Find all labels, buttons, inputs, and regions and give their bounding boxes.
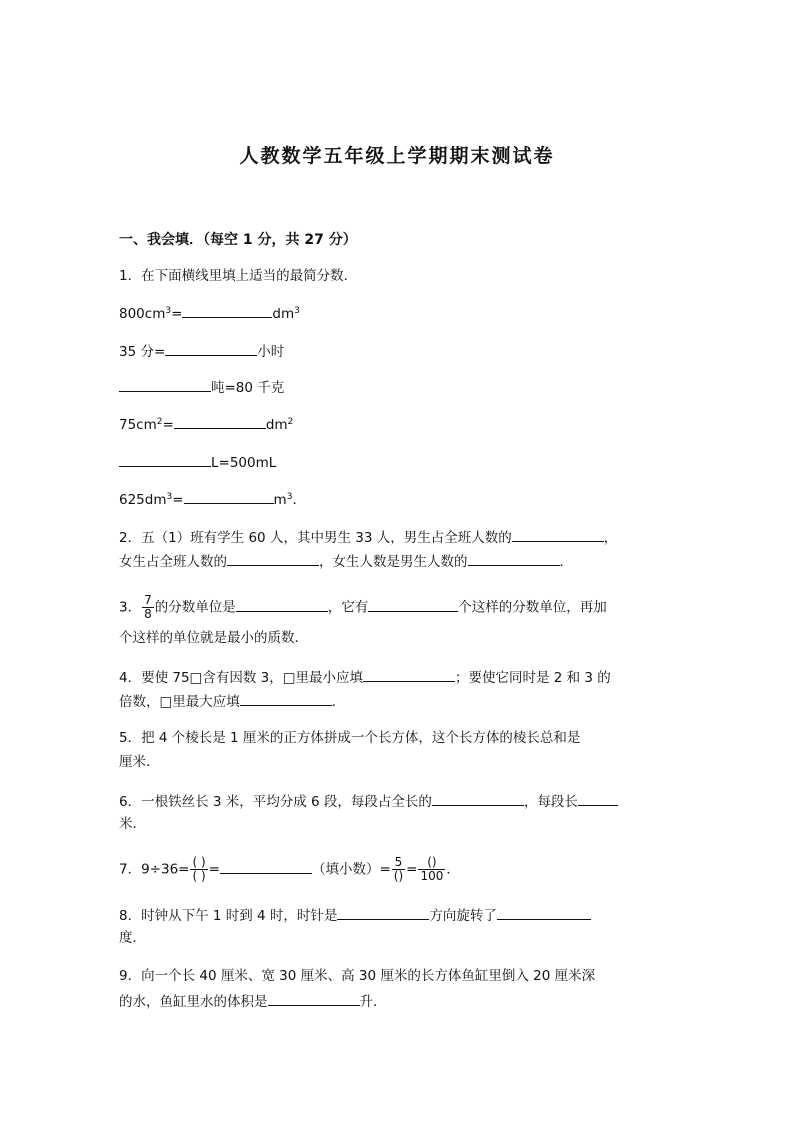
denominator-blank[interactable]: ( ) <box>192 869 206 883</box>
text: 吨=80 千克 <box>211 380 285 396</box>
fraction-five-over-blank <box>392 856 405 883</box>
question-5-line-1: 5．把 4 个棱长是 1 厘米的正方体拼成一个长方体，这个长方体的棱长总和是 <box>119 730 581 746</box>
text: dm <box>265 417 288 433</box>
text: ，它有 <box>327 599 369 616</box>
question-2-line-1 <box>119 526 617 548</box>
text: ． <box>446 861 460 878</box>
answer-blank[interactable] <box>227 550 319 566</box>
text: ． <box>559 554 573 570</box>
question-4-line-2 <box>119 690 345 712</box>
answer-blank[interactable] <box>220 858 312 874</box>
text: 升． <box>359 994 387 1010</box>
answer-blank[interactable] <box>184 488 274 504</box>
answer-blank[interactable] <box>368 596 458 612</box>
answer-blank[interactable] <box>497 904 591 920</box>
answer-blank[interactable] <box>468 550 560 566</box>
answer-blank[interactable] <box>165 340 257 356</box>
text: 小时 <box>257 344 285 360</box>
denominator-blank[interactable]: () <box>393 869 404 883</box>
question-1-line-6 <box>119 488 306 510</box>
text: 2．五（1）班有学生 60 人，其中男生 33 人，男生占全班人数的 <box>119 530 512 546</box>
answer-blank[interactable] <box>240 690 332 706</box>
section-heading: 一、我会填．（每空 1 分，共 27 分） <box>119 232 357 248</box>
answer-blank[interactable] <box>512 526 604 542</box>
answer-blank[interactable] <box>363 666 455 682</box>
text: 的分数单位是 <box>154 599 236 616</box>
text: ， <box>603 530 618 546</box>
superscript: 3 <box>165 306 172 316</box>
text: dm <box>272 306 295 322</box>
text: m <box>273 492 287 508</box>
text: ． <box>331 694 346 710</box>
answer-blank[interactable] <box>119 451 211 467</box>
text: 3． <box>119 599 142 616</box>
question-5-line-2: 厘米． <box>119 754 160 770</box>
superscript: 2 <box>156 417 163 427</box>
page-title: 人教数学五年级上学期期末测试卷 <box>239 145 555 167</box>
text: L=500mL <box>211 455 277 471</box>
numerator-blank[interactable]: () <box>418 856 445 870</box>
text: （填小数）= <box>311 861 391 878</box>
fraction-blank <box>190 856 207 883</box>
answer-blank[interactable] <box>432 790 524 806</box>
question-2-line-2 <box>119 550 573 572</box>
question-9-line-2 <box>119 990 387 1012</box>
text: 4．要使 75□含有因数 3，□里最小应填 <box>119 670 363 686</box>
question-6-line-2: 米． <box>119 816 146 832</box>
superscript: 2 <box>287 417 294 427</box>
question-3-line-1 <box>119 594 607 621</box>
answer-blank[interactable] <box>119 376 211 392</box>
text: 8．时钟从下午 1 时到 4 时，时针是 <box>119 908 338 924</box>
question-7-line <box>119 856 460 883</box>
text: ． <box>292 492 306 508</box>
fraction-seven-eighths <box>142 594 154 621</box>
question-8-line-2: 度． <box>119 930 146 946</box>
question-1-line-3 <box>119 376 284 398</box>
text: 7．9÷36= <box>119 861 190 878</box>
superscript: 3 <box>286 492 293 502</box>
answer-blank[interactable] <box>236 596 328 612</box>
text: 的水，鱼缸里水的体积是 <box>119 994 268 1010</box>
text: 800cm <box>119 306 166 322</box>
text: = <box>171 306 183 322</box>
question-9-line-1: 9．向一个长 40 厘米、宽 30 厘米、高 30 厘米的长方体鱼缸里倒入 20 厘米深 <box>119 968 596 984</box>
text: 625dm <box>119 492 167 508</box>
text: 6．一根铁丝长 3 米，平均分成 6 段，每段占全长的 <box>119 794 432 810</box>
answer-blank[interactable] <box>174 413 266 429</box>
superscript: 3 <box>166 492 173 502</box>
numerator-blank[interactable]: ( ) <box>192 855 206 869</box>
text: 个这样的分数单位，再加 <box>458 599 607 616</box>
denominator: 100 <box>420 869 444 883</box>
answer-blank[interactable] <box>182 302 272 318</box>
answer-blank[interactable] <box>578 790 618 806</box>
question-3-line-2: 个这样的单位就是最小的质数． <box>119 630 308 646</box>
text: 35 分= <box>119 344 166 360</box>
question-1-stem: 1．在下面横线里填上适当的最简分数． <box>119 268 358 284</box>
text: = <box>406 861 418 878</box>
fraction-blank-over-hundred <box>418 856 445 883</box>
text: = <box>162 417 174 433</box>
text: 女生占全班人数的 <box>119 554 227 570</box>
text: ；要使它同时是 2 和 3 的 <box>454 670 611 686</box>
question-1-line-1 <box>119 302 300 324</box>
text: 75cm <box>119 417 157 433</box>
denominator: 8 <box>144 607 152 621</box>
question-1-line-4 <box>119 413 293 435</box>
numerator: 5 <box>392 856 405 870</box>
question-6-line-1 <box>119 790 618 812</box>
question-1-line-5 <box>119 451 276 473</box>
answer-blank[interactable] <box>268 990 360 1006</box>
text: 倍数，□里最大应填 <box>119 694 240 710</box>
text: = <box>172 492 184 508</box>
text: = <box>208 861 220 878</box>
superscript: 3 <box>294 306 300 316</box>
text: ，女生人数是男生人数的 <box>319 554 468 570</box>
answer-blank[interactable] <box>337 904 429 920</box>
text: ，每段长 <box>523 794 578 810</box>
text: 方向旋转了 <box>429 908 497 924</box>
question-1-line-2 <box>119 340 284 362</box>
question-8-line-1 <box>119 904 591 926</box>
question-4-line-1 <box>119 666 611 688</box>
numerator: 7 <box>144 593 152 607</box>
